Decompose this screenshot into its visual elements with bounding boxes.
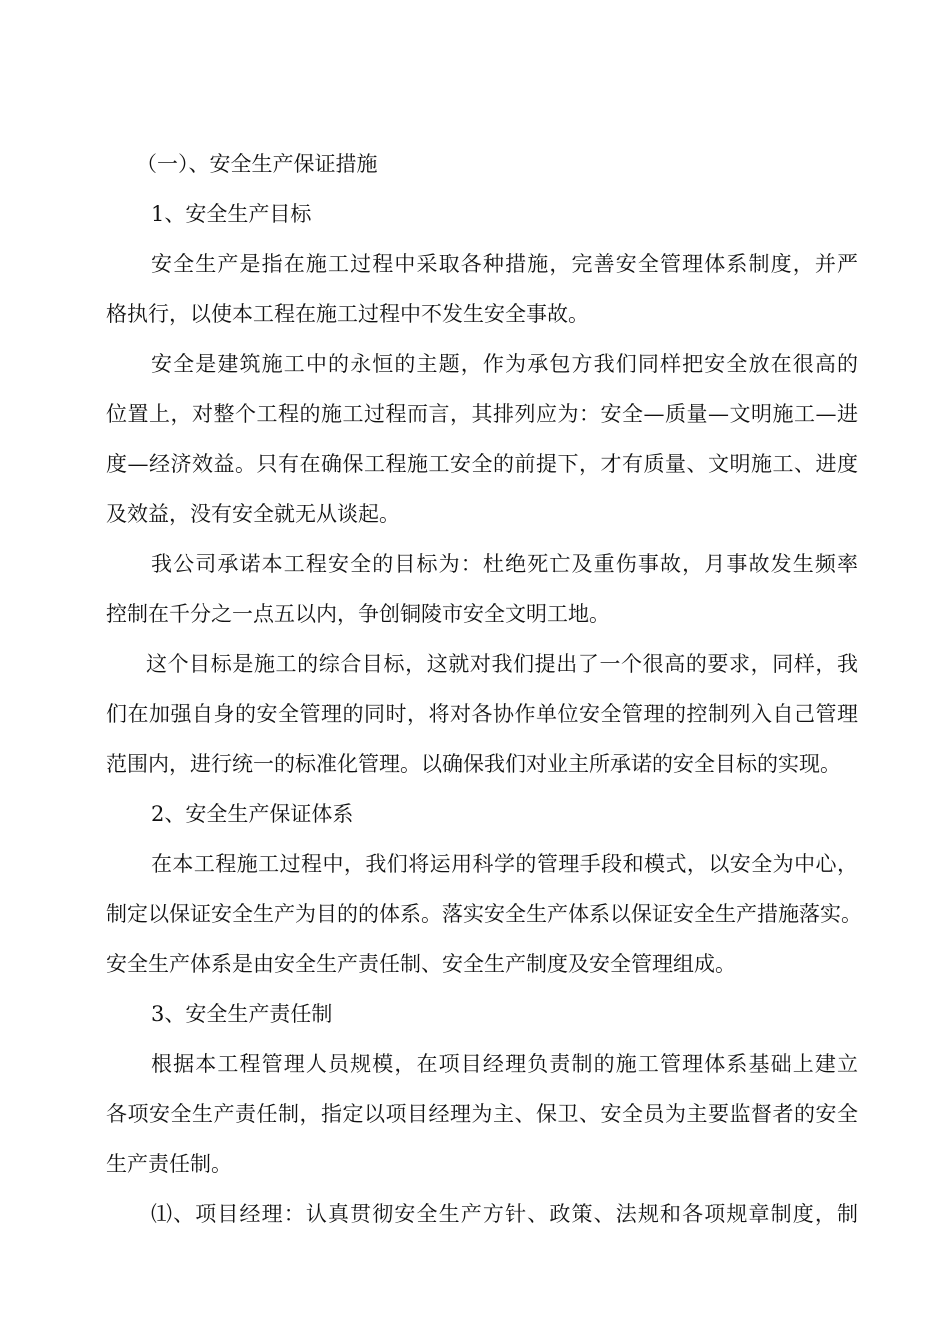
text-line: ⑴、项目经理：认真贯彻安全生产方针、政策、法规和各项规章制度，制 [151,1202,858,1226]
paragraph-safety-priority [106,339,858,539]
text-line: 在本工程施工过程中，我们将运用科学的管理手段和模式，以安全为中心， [151,852,858,876]
section-heading: （一）、安全生产保证措施 [136,152,378,176]
text-line: 及效益，没有安全就无从谈起。 [106,502,400,526]
text-line: 生产责任制。 [106,1152,232,1176]
paragraph-comprehensive-goal [106,639,858,789]
text-line: 位置上，对整个工程的施工过程而言，其排列应为：安全—质量—文明施工—进 [106,402,858,426]
text-line: 们在加强自身的安全管理的同时，将对各协作单位安全管理的控制列入自己管理 [106,702,858,726]
subheading-safety-goal: 1、安全生产目标 [151,202,312,226]
text-line: 度—经济效益。只有在确保工程施工安全的前提下，才有质量、文明施工、进度 [106,452,858,476]
text-line: 各项安全生产责任制，指定以项目经理为主、保卫、安全员为主要监督者的安全 [106,1102,858,1126]
text-line: 范围内，进行统一的标准化管理。以确保我们对业主所承诺的安全目标的实现。 [106,752,841,776]
paragraph-project-manager [106,1189,858,1239]
paragraph-company-commitment [106,539,858,639]
text-line: 根据本工程管理人员规模，在项目经理负责制的施工管理体系基础上建立 [151,1052,858,1076]
paragraph-safety-definition [106,239,858,339]
text-line: 我公司承诺本工程安全的目标为：杜绝死亡及重伤事故，月事故发生频率 [151,552,858,576]
text-line: 格执行，以使本工程在施工过程中不发生安全事故。 [106,302,589,326]
text-line: 安全生产体系是由安全生产责任制、安全生产制度及安全管理组成。 [106,952,736,976]
subheading-safety-system: 2、安全生产保证体系 [151,802,354,826]
text-line: 制定以保证安全生产为目的的体系。落实安全生产体系以保证安全生产措施落实。 [106,902,862,926]
text-line: 控制在千分之一点五以内，争创铜陵市安全文明工地。 [106,602,610,626]
paragraph-responsibility-system [106,1039,858,1189]
text-line: 这个目标是施工的综合目标，这就对我们提出了一个很高的要求，同样，我 [146,652,858,676]
subheading-responsibility-system: 3、安全生产责任制 [151,1002,333,1026]
document-body [106,139,862,1239]
text-line: 安全是建筑施工中的永恒的主题，作为承包方我们同样把安全放在很高的 [151,352,858,376]
text-line: 安全生产是指在施工过程中采取各种措施，完善安全管理体系制度，并严 [151,252,858,276]
paragraph-safety-system [106,839,862,989]
